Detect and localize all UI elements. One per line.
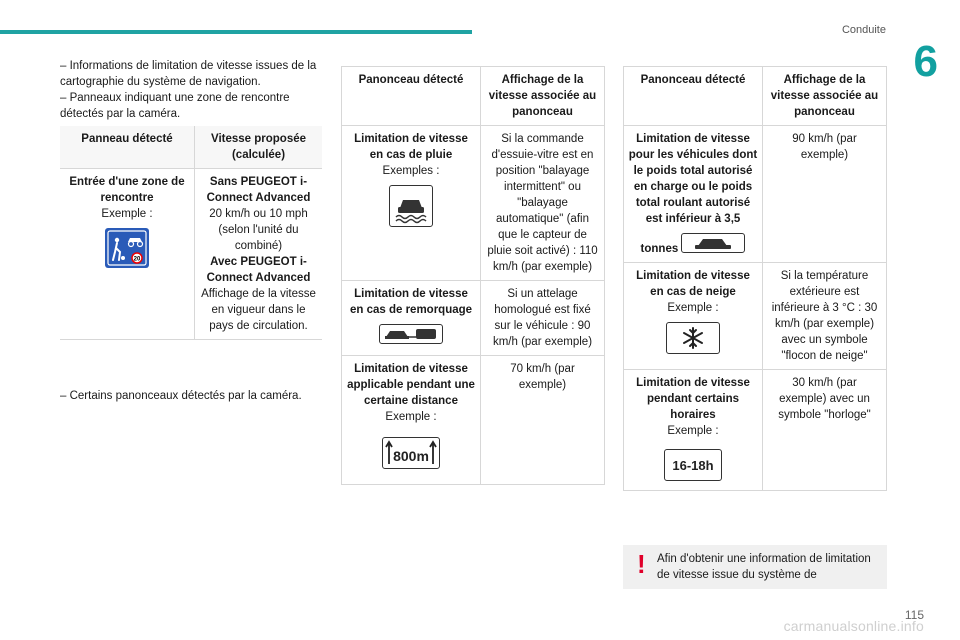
hours-plate-icon [664,449,722,481]
table1-header-sign: Panneau détecté [60,126,195,169]
distance-arrows-icon [383,438,439,468]
row-label: Limitation de vitesse pour les véhicules dont le poids total autorisé en charge ou le poids total roulant autorisé est inférieur à 3,5 tonnes [628,133,758,255]
table-row [60,169,322,340]
snow-plate-icon [666,322,720,354]
car-icon [682,234,744,252]
row-label: Entrée d'une zone de rencontre [69,176,185,204]
value-line: Affichage de la vitesse en vigueur dans le pays de circulation. [201,288,316,332]
row-value: Si la commande d'essuie-vitre est en position "balayage intermittent" ou "balayage automatique" (afin que le capteur de pluie soit activé) : 110 km/h (par exemple) [481,126,605,281]
table2-header-speed: Affichage de la vitesse associée au panonceau [481,67,605,126]
row-label: Limitation de vitesse en cas de remorquage [349,288,473,316]
row-label: Limitation de vitesse en cas de neige [636,270,750,298]
row-example-label: Exemple : [667,302,719,314]
svg-text:800m: 800m [393,448,429,464]
svg-text:20: 20 [133,256,141,263]
plates-intro: – Certains panonceaux détectés par la caméra. [60,390,302,402]
page-number: 115 [904,608,924,622]
distance-plate-icon [382,437,440,469]
car-plate-icon [681,233,745,253]
row-value: Si un attelage homologué est fixé sur le véhicule : 90 km/h (par exemple) [481,281,605,356]
header-accent-bar [0,30,472,34]
row-value: 30 km/h (par exemple) avec un symbole "horloge" [763,370,887,491]
table-row [342,281,605,356]
plates-table-2 [623,66,887,491]
meeting-zone-sign-icon [105,228,149,268]
snowflake-icon [667,323,719,353]
rain-plate-icon [389,185,433,227]
hours-plate-text-icon [665,450,721,480]
table-row [624,126,887,263]
warning-text: Afin d'obtenir une information de limitation de vitesse issue du système de [657,553,871,581]
table-row [624,263,887,370]
table1-header-speed: Vitesse proposée (calculée) [195,126,323,169]
row-example-label: Exemple : [101,208,153,220]
intro-line-1: – Informations de limitation de vitesse issues de la cartographie du système de navigation. [60,60,317,88]
table-row [624,370,887,491]
watermark: carmanualsonline.info [783,618,924,634]
intro-line-2: – Panneaux indiquant une zone de rencontre détectés par la caméra. [60,92,290,120]
section-title: Conduite [841,24,886,36]
table-row [342,126,605,281]
svg-text:16-18h: 16-18h [672,458,714,473]
car-rain-icon [390,186,432,226]
table-row [342,356,605,485]
table2-header-plate: Panonceau détecté [342,67,481,126]
row-value: 90 km/h (par exemple) [763,126,887,263]
row-example-label: Exemples : [382,165,440,177]
meeting-zone-table [60,126,322,340]
trailer-plate-icon [379,324,443,344]
row-label: Limitation de vitesse pendant certains horaires [636,377,750,421]
row-value: 70 km/h (par exemple) [481,356,605,485]
warning-note [623,545,887,589]
plates-table-1 [341,66,605,485]
value-line: 20 km/h ou 10 mph (selon l'unité du combiné) [209,208,308,252]
row-label: Limitation de vitesse en cas de pluie [354,133,468,161]
table3-header-plate: Panonceau détecté [624,67,763,126]
row-example-label: Exemple : [385,411,437,423]
row-example-label: Exemple : [667,425,719,437]
table3-header-speed: Affichage de la vitesse associée au panonceau [763,67,887,126]
value-line: Sans PEUGEOT i-Connect Advanced [206,176,311,204]
value-line: Avec PEUGEOT i-Connect Advanced [206,256,311,284]
pedestrian-bicycle-car-icon [105,228,149,268]
warning-icon: ! [637,549,646,579]
row-label: Limitation de vitesse applicable pendant une certaine distance [347,363,475,407]
car-trailer-icon [380,325,442,343]
chapter-number: 6 [913,37,938,86]
intro-text [60,58,322,122]
row-value: Si la température extérieure est inférieure à 3 °C : 30 km/h (par exemple) avec un symbole "flocon de neige" [763,263,887,370]
